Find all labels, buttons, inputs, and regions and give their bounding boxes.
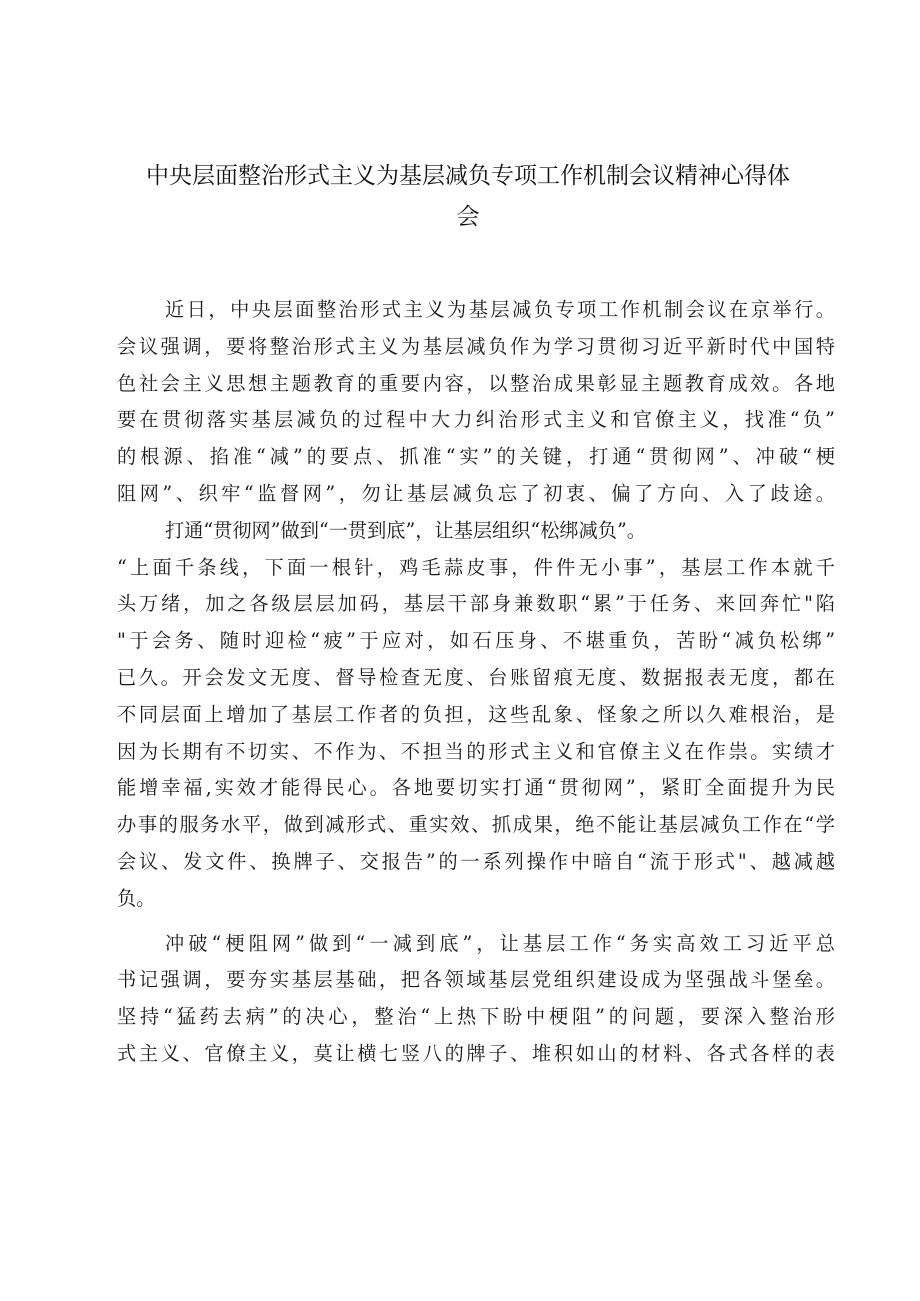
text-line: 书记强调，要夯实基层基础，把各领域基层党组织建设成为坚强战斗堡垒。 <box>117 968 835 992</box>
text-line: 坚持“猛药去病”的决心，整治“上热下盼中梗阻”的问题，要深入整治形 <box>117 1005 835 1029</box>
paragraph-2 <box>117 513 835 918</box>
text-line: 会议强调，要将整治形式主义为基层减负作为学习贯彻习近平新时代中国特 <box>117 334 835 358</box>
text-line: 负。 <box>117 886 156 910</box>
text-line: 因为长期有不切实、不作为、不担当的形式主义和官僚主义在作祟。实绩才 <box>117 739 835 763</box>
text-line: 要在贯彻落实基层减负的过程中大力纠治形式主义和官僚主义，找准“负” <box>117 408 835 432</box>
paragraph-1 <box>117 292 835 513</box>
text-line: "于会务、随时迎检“疲”于应对，如石压身、不堪重负，苦盼“减负松绑” <box>117 629 835 653</box>
text-line: 式主义、官僚主义，莫让横七竖八的牌子、堆积如山的材料、各式各样的表 <box>117 1041 835 1065</box>
text-line: 近日，中央层面整治形式主义为基层减负专项工作机制会议在京举行。 <box>165 298 835 321</box>
text-line: 的根源、掐准“减”的要点、抓准“实”的关键，打通“贯彻网”、冲破“梗 <box>117 445 835 469</box>
text-line: 不同层面上增加了基层工作者的负担，这些乱象、怪象之所以久难根治，是 <box>117 702 835 726</box>
paragraph-3 <box>117 926 835 1073</box>
document-body <box>117 292 835 1073</box>
text-line: 色社会主义思想主题教育的重要内容，以整治成果彰显主题教育成效。各地 <box>117 371 835 395</box>
document-title <box>118 156 818 238</box>
text-line: 会议、发文件、换牌子、交报告”的一系列操作中暗自“流于形式"、越减越 <box>117 849 835 873</box>
paragraph-heading-line: 冲破“梗阻网”做到“一减到底”，让基层工作“务实高效工习近平总 <box>165 931 835 955</box>
text-line: 办事的服务水平，做到减形式、重实效、抓成果，绝不能让基层减负工作在“学 <box>117 813 835 837</box>
title-line-1: 中央层面整治形式主义为基层减负专项工作机制会议精神心得体 <box>146 163 790 189</box>
text-line: “上面千条线，下面一根针，鸡毛蒜皮事，件件无小事”，基层工作本就千 <box>117 555 835 579</box>
text-line: 能增幸福,实效才能得民心。各地要切实打通“贯彻网”，紧盯全面提升为民 <box>117 776 835 800</box>
text-line: 阻网”、织牢“监督网”，勿让基层减负忘了初衷、偏了方向、入了歧途。 <box>117 481 835 505</box>
text-line: 头万绪，加之各级层层加码，基层干部身兼数职“累”于任务、来回奔忙"陷 <box>117 592 835 616</box>
title-line-2: 会 <box>456 204 480 230</box>
paragraph-heading-line: 打通“贯彻网”做到“一贯到底”，让基层组织“松绑减负”。 <box>165 518 646 542</box>
text-line: 已久。开会发文无度、督导检查无度、台账留痕无度、数据报表无度，都在 <box>117 665 835 689</box>
